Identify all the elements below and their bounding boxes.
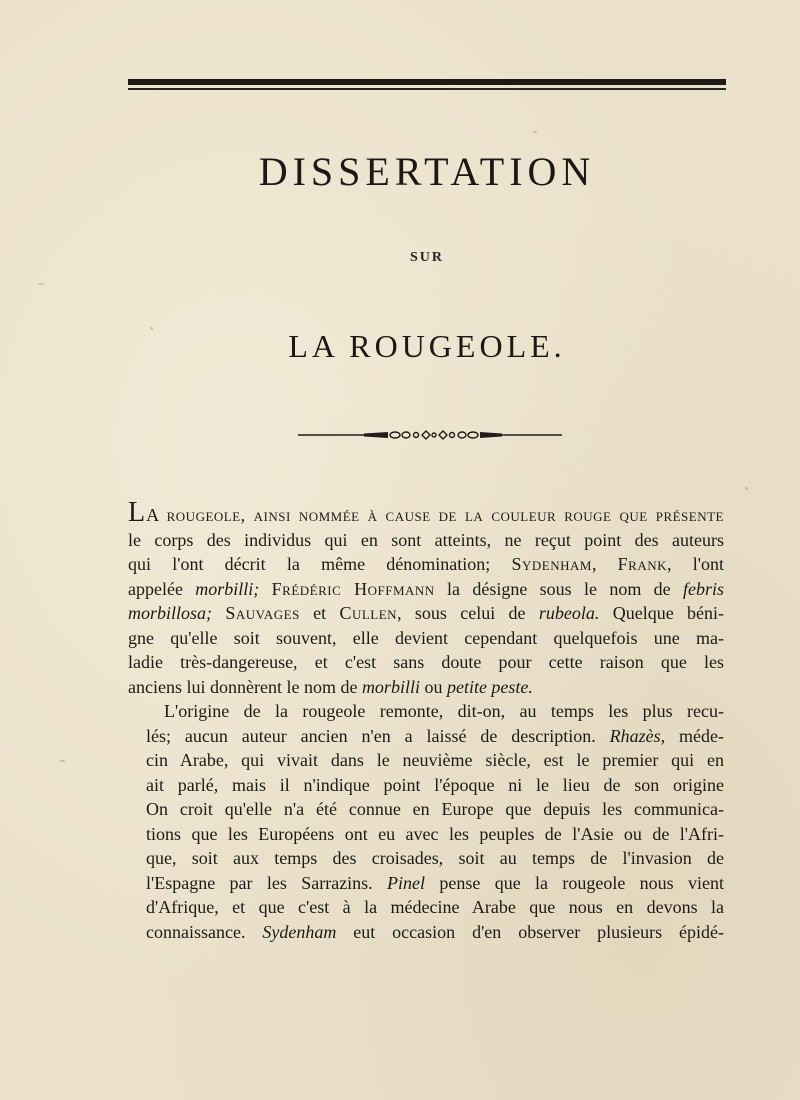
text-line: morbillosa; Sauvages et Cullen, sous celui de rubeola. Quelque béni-: [128, 603, 725, 623]
paragraph-2: [128, 699, 724, 944]
paper-speck: [745, 487, 748, 490]
page-subtitle: LA ROUGEOLE.: [288, 328, 566, 364]
text-line: l'Espagne par les Sarrazins. Pinel pense que la rougeole nous vient: [146, 872, 724, 893]
text-line: ladie très-dangereuse, et c'est sans doute pour cette raison que les: [128, 652, 724, 672]
text-line: que, soit aux temps des croisades, soit au temps de l'invasion de: [146, 848, 724, 868]
paper-speck: [533, 131, 537, 133]
text-line: tions que les Européens ont eu avec les peuples de l'Asie ou de l'Afri-: [146, 823, 724, 844]
drop-cap: L: [128, 497, 147, 528]
text-line: qui l'ont décrit la même dénomination; Sydenham, Frank, l'ont: [128, 554, 724, 574]
title-connector: SUR: [409, 250, 444, 265]
text-line: d'Afrique, et que c'est à la médecine Arabe que nous en devons la: [146, 897, 724, 917]
header-rule-thick: [128, 79, 726, 85]
paper-speck: [38, 283, 44, 285]
ornament-divider: [298, 427, 562, 443]
text-line: lés; aucun auteur ancien n'en a laissé de description. Rhazès, méde-: [146, 725, 724, 746]
text-line: L'origine de la rougeole remonte, dit-on, au temps les plus recu-: [164, 701, 724, 721]
text-line: gne qu'elle soit souvent, elle devient cependant quelquefois une ma-: [128, 627, 724, 648]
text-line: LA rougeole, ainsi nommée à cause de la couleur rouge que présente: [128, 497, 724, 528]
header-rule-thin: [128, 88, 726, 90]
text-line: connaissance. Sydenham eut occasion d'en observer plusieurs épidé-: [146, 921, 724, 942]
text-line: ait parlé, mais il n'indique point l'époque ni le lieu de son origine: [146, 774, 724, 795]
paper-speck: [150, 327, 153, 330]
body-text: [128, 497, 725, 944]
paragraph-1: [128, 497, 725, 699]
paper-speck: [60, 760, 65, 762]
text-line: appelée morbilli; Frédéric Hoffmann la désigne sous le nom de febris: [128, 578, 724, 599]
text-line: On croit qu'elle n'a été connue en Europe que depuis les communica-: [146, 799, 724, 819]
text-line: le corps des individus qui en sont atteints, ne reçut point des auteurs: [128, 529, 724, 550]
text-line: anciens lui donnèrent le nom de morbilli ou petite peste.: [128, 676, 533, 697]
page-title: DISSERTATION: [258, 149, 596, 194]
text-line: cin Arabe, qui vivait dans le neuvième siècle, est le premier qui en: [146, 750, 724, 770]
